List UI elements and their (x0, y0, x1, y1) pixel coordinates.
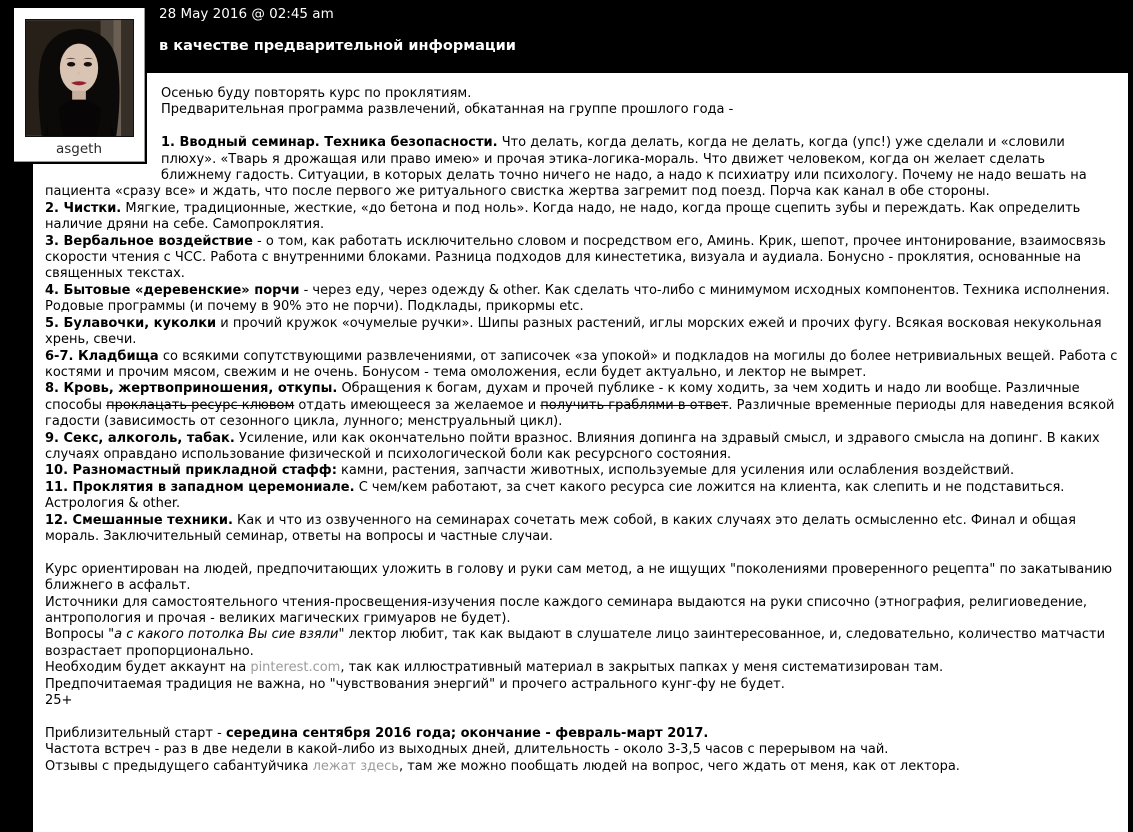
entry-text-segment: 3. Вербальное воздействие (45, 233, 253, 249)
entry-text-segment: и прочий кружок «очумелые ручки». Шипы разных растений, иглы морских ежей и прочих фугу. Всякая восковая некукольная хрень, свечи. (45, 315, 1102, 348)
entry-text-segment: камни, растения, запчасти животных, используемые для усиления или ослабления воздействий. (336, 463, 1015, 479)
entry-text-segment: - о том, как работать исключительно словом и посредством его, Аминь. Крик, шепот, прочее интонирование, взаимосвязь скорости чтения с ЧСС. Работа с внутренними блоками. Разница подходов для кинестетика, визуала и аудиала. Бонусно - проклятия, основанные на священных текстах. (45, 233, 1106, 282)
entry-text-segment: 6-7. Кладбища (45, 348, 159, 364)
entry-text-segment: 11. Проклятия в западном церемониале. (45, 479, 355, 495)
entry-text-segment: Частота встреч - раз в две недели в какой-либо из выходных дней, длительность - около 3-3,5 часов с перерывом на чай. (45, 742, 889, 758)
entry-text-segment: Отзывы с предыдущего сабантуйчика (45, 758, 313, 774)
entry-text-segment: - через еду, через одежду & other. Как сделать что-либо с минимумом исходных компонентов. Техника исполнения. Родовые программы (и почему в 90% это не порчи). Подклады, прикормы etc. (45, 282, 1110, 315)
entry-text-segment: Обращения к богам, духам и прочей публике - к кому ходить, за чем ходить и надо ли вообще. Различные способы (45, 381, 1080, 413)
entry-text-segment: 10. Разномастный прикладной стафф: (45, 463, 337, 479)
entry-text-segment: середина сентября 2016 года; окончание - февраль-март 2017. (225, 725, 709, 741)
entry-text-segment: . Различные временные периоды для наведения всякой гадости (зависимость от сезонного цикла, лунного; менструальный цикл). (45, 397, 1115, 430)
entry-text-segment: Что делать, когда делать, когда не делать, когда (упс!) уже сделали и «словили плюху». «Тварь я дрожащая или право имею» и прочая этика-логика-мораль. Что движет человеком, когда он желает сделать ближнему гадость. Ситуации, в которых делать точно ничего не надо, а надо к психиатру или психологу. Почему не надо вешать на пациента «сразу все» и ждать, что после первого же ритуального свистка жертва загремит под поезд. Порча как канал в обе стороны. (45, 135, 1087, 200)
entry-text-segment: Необходим будет аккаунт на (45, 660, 251, 676)
entry-text-segment: Предварительная программа развлечений, обкатанная на группе прошлого года - (161, 102, 734, 118)
entry-body (33, 73, 1128, 785)
entry-text-segment: со всякими сопутствующими развлечениями, от записочек «за упокой» и подкладов на могилы до более нетривиальных вещей. Работа с костями и прочим мясом, свежим и не очень. Бонусом - тема омоложения, если будет актуально, и лектор не вымрет. (45, 348, 1118, 380)
entry-text-segment: получить граблями в ответ (540, 397, 729, 413)
avatar-image[interactable] (25, 19, 134, 137)
entry-text-segment: Мягкие, традиционные, жесткие, «до бетона и под ноль». Когда надо, не надо, когда проще сцепить зубы и переждать. Как определить наличие дряни на себе. Самопроклятия. (45, 200, 1081, 233)
entry-text-segment: Вопросы (45, 627, 109, 643)
entry-text-segment: Как и что из озвученного на семинарах сочетать меж собой, в каких случаях это делать осмысленно etc. Финал и общая мораль. Заключительный семинар, ответы на вопросы и частные случаи. (45, 512, 1076, 544)
entry-date: 28 May 2016 @ 02:45 am (159, 6, 334, 22)
userpic-username[interactable]: asgeth (55, 141, 103, 157)
entry-text-segment: Предпочитаемая традиция не важна, но "чувствования энергий" и прочего астрального кунг-фу не будет. (45, 676, 785, 692)
entry-text-segment: Приблизительный старт - (45, 725, 226, 741)
entry-text-segment: 5. Булавочки, куколки (45, 315, 217, 331)
entry-title: в качестве предварительной информации (159, 38, 516, 54)
entry-text-segment: Осенью буду повторять курс по проклятиям. (161, 86, 472, 101)
entry-text-segment: Источники для самостоятельного чтения-просвещения-изучения после каждого семинара выдаются на руки списочно (этнография, религиоведение, антропология и прочая - великих магических гримуаров не будет). (45, 594, 1088, 626)
entry-text-segment: Курс ориентирован на людей, предпочитающих уложить в голову и руки сам метод, а не ищущих "поколениями проверенного рецепта" по закатыванию ближнего в асфальт. (45, 561, 1113, 594)
entry-text-segment: , там же можно пообщать людей на вопрос, чего ждать от меня, как от лектора. (398, 758, 960, 774)
entry-text-segment: проклацать ресурс клювом (106, 397, 295, 413)
entry-text-segment: 1. Вводный семинар. Техника безопасности. (161, 135, 498, 151)
userpic-card[interactable] (14, 8, 145, 162)
entry-text-segment: отдать имеющееся за желаемое и (294, 397, 541, 413)
entry-text-segment: , так как иллюстративный материал в закрытых папках у меня систематизирован там. (340, 660, 944, 676)
entry-text-segment: С чем/кем работают, за счет какого ресурса сие ложится на клиента, как слепить и не подставиться. Астрология & other. (45, 479, 1065, 512)
entry-box (33, 73, 1128, 832)
entry-text-segment: 8. Кровь, жертвоприношения, откупы. (45, 381, 338, 397)
entry-text-segment: 4. Бытовые «деревенские» порчи (45, 282, 300, 298)
reviews-link[interactable]: лежат здесь (312, 758, 399, 774)
entry-text-segment: лектор любит, так как выдают в слушателе лицо заинтересованное, и, следовательно, количество матчасти возрастает пропорционально. (45, 627, 1106, 659)
entry-text-segment: Усиление, или как окончательно пойти вразнос. Влияния допинга на здравый смысл, и здравого смысла на допинг. В каких случаях оправдано использование физической и психологической боли как ресурсного состояния. (45, 430, 1100, 462)
pinterest-link[interactable]: pinterest.com (250, 660, 341, 676)
entry-text-segment: 12. Смешанные техники. (45, 512, 233, 528)
entry-text-segment: 9. Секс, алкоголь, табак. (45, 430, 235, 446)
entry-text-segment: "а с какого потолка Вы сие взяли" (108, 627, 345, 643)
entry-text-segment: 25+ (45, 693, 73, 709)
entry-text-segment: 2. Чистки. (45, 200, 122, 216)
